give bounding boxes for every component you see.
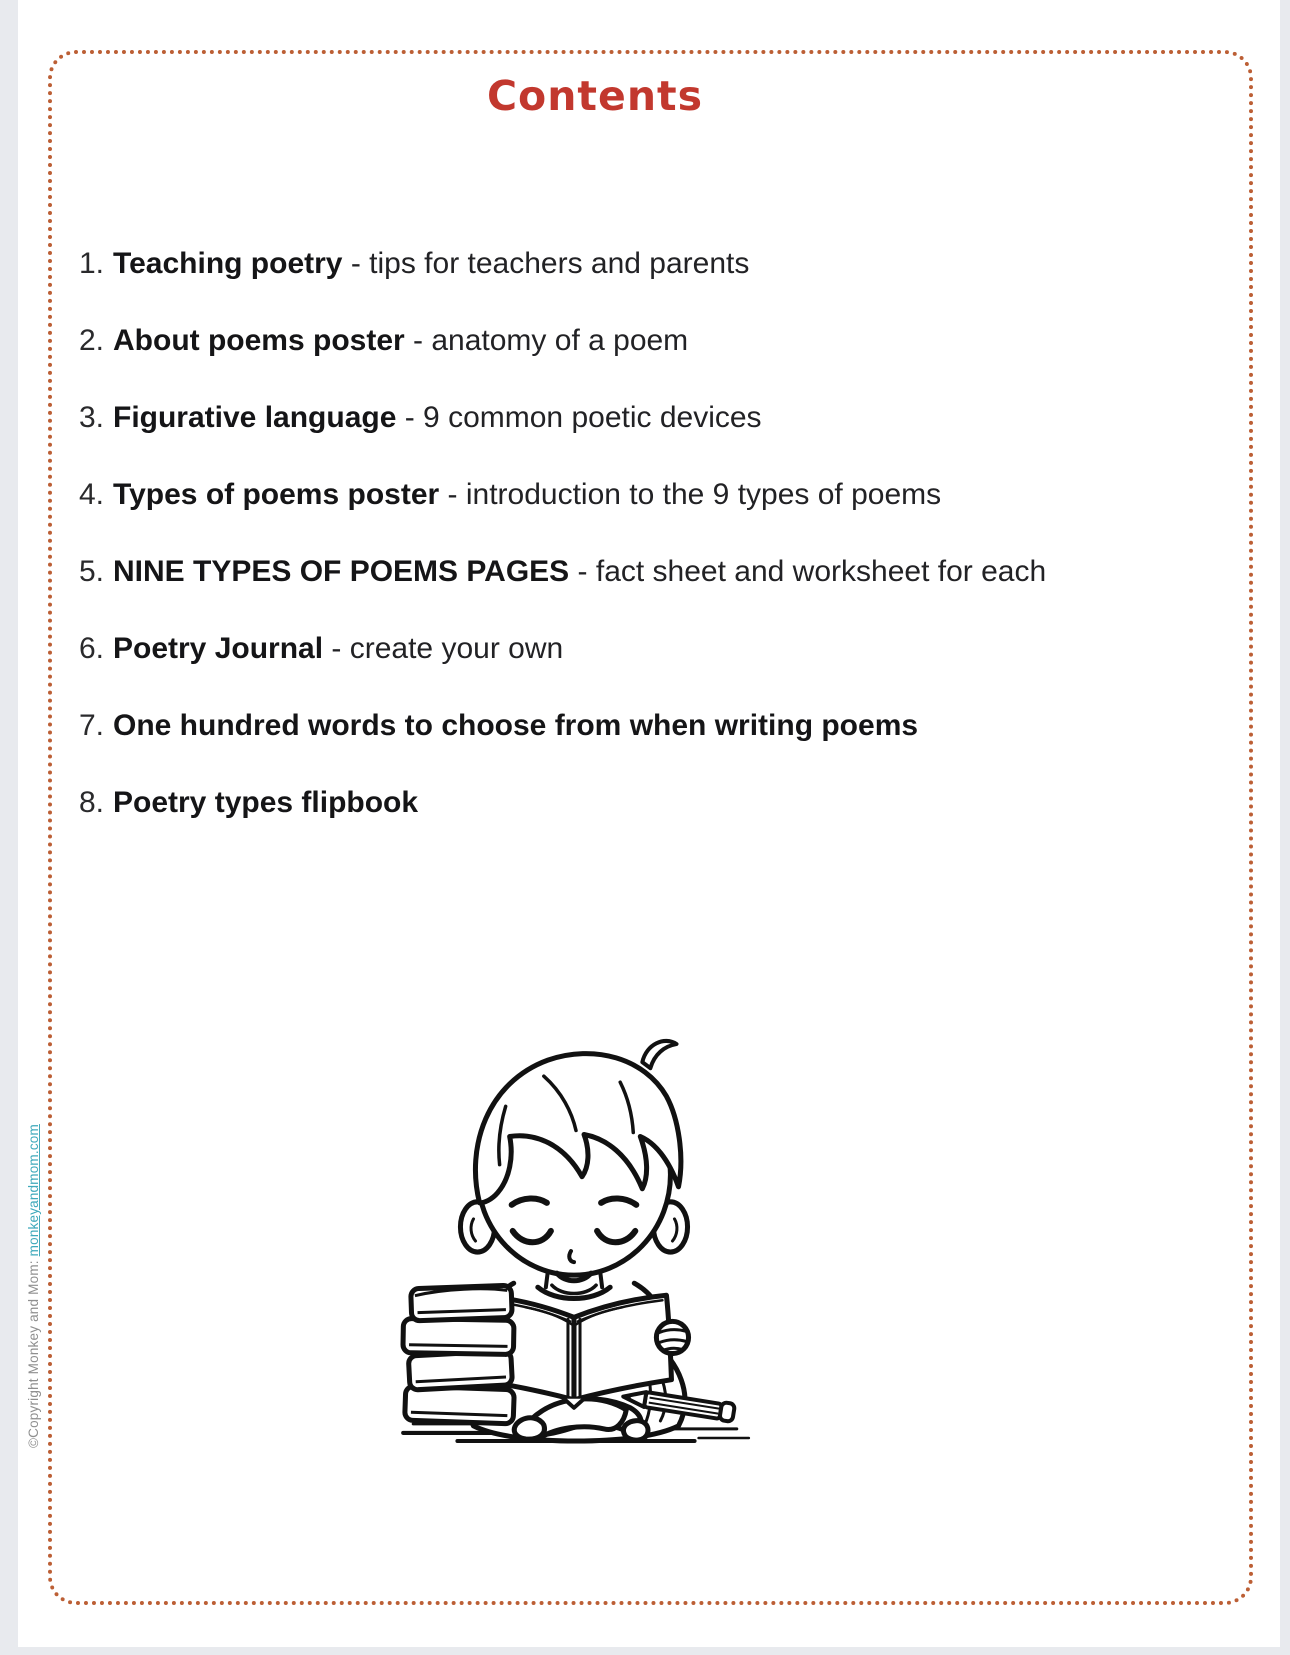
toc-item-8 (70, 785, 1234, 821)
toc-item-description: - fact sheet and worksheet for each (577, 555, 1047, 588)
toc-item-7 (70, 708, 1234, 744)
toc-item-title: Figurative language (113, 401, 397, 434)
boy-hair-cowlick (642, 1041, 676, 1068)
toc-item-title: About poems poster (113, 324, 405, 357)
book-stack (403, 1285, 514, 1424)
toc-item-description: - create your own (331, 632, 564, 665)
toc-item-description: - tips for teachers and parents (350, 247, 750, 280)
child-reading-illustration (395, 1034, 757, 1446)
toc-item-4 (70, 477, 1234, 513)
page-title: Contents (486, 72, 704, 120)
toc-item-text (113, 554, 1234, 590)
toc-item-text (113, 400, 1234, 436)
copyright-text: ©Copyright Monkey and Mom: (26, 1256, 41, 1448)
toc-item-text (113, 631, 1234, 667)
toc-item-3 (70, 400, 1234, 436)
toc-item-number: 3. (78, 401, 104, 434)
toc-item-number: 6. (78, 632, 104, 665)
toc-item-2 (70, 323, 1234, 359)
toc-item-number: 1. (78, 247, 104, 280)
toc-item-title: One hundred words to choose from when writing poems (113, 709, 919, 742)
boy-head (460, 1041, 687, 1287)
toc-item-6 (70, 631, 1234, 667)
toc-item-title: NINE TYPES OF POEMS PAGES (113, 555, 570, 588)
toc-item-description: - anatomy of a poem (413, 324, 689, 357)
toc-item-1 (70, 246, 1234, 282)
toc-item-description: - introduction to the 9 types of poems (447, 478, 942, 511)
toc-item-title: Types of poems poster (113, 478, 440, 511)
toc-item-number: 4. (78, 478, 104, 511)
toc-item-text (113, 708, 1234, 744)
toc-item-number: 2. (78, 324, 104, 357)
table-of-contents (70, 246, 1234, 862)
toc-item-title: Poetry Journal (113, 632, 324, 665)
toc-item-description: - 9 common poetic devices (404, 401, 762, 434)
toc-item-text (113, 323, 1234, 359)
toc-item-5 (70, 554, 1234, 590)
toc-item-number: 5. (78, 555, 104, 588)
toc-item-text (113, 785, 1234, 821)
toc-item-number: 7. (78, 709, 104, 742)
document-page (18, 0, 1280, 1647)
toc-item-number: 8. (78, 786, 104, 819)
toc-item-title: Teaching poetry (113, 247, 343, 280)
toc-item-text (113, 477, 1234, 513)
toc-item-text (113, 246, 1234, 282)
toc-item-title: Poetry types flipbook (113, 786, 419, 819)
copyright-sidebar-text (26, 1124, 41, 1448)
copyright-website-link[interactable]: monkeyandmom.com (26, 1124, 41, 1257)
